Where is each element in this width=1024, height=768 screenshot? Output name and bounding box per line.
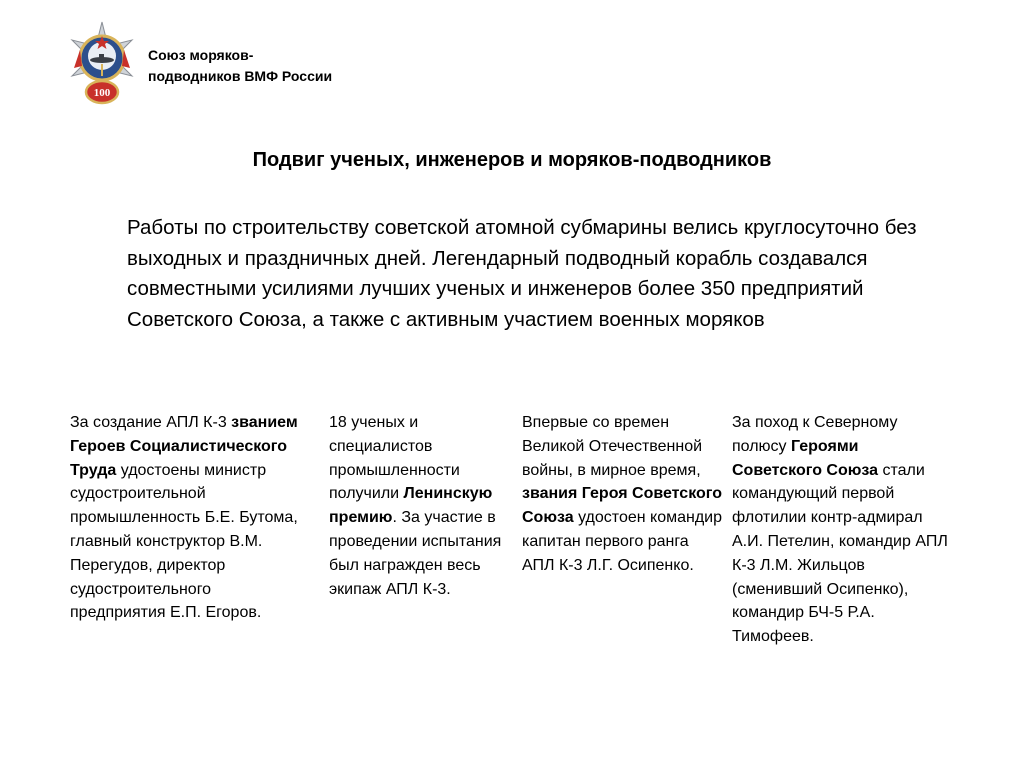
organization-name (148, 45, 388, 87)
award-column-3 (522, 411, 722, 578)
submariners-union-emblem-icon (70, 20, 134, 108)
column-text: Впервые со времен Великой Отечественной войны, в мирное время, (522, 414, 703, 479)
logo (70, 20, 134, 108)
column-text: стали командующий первой флотилии контр-адмирал А.И. Петелин, командир АПЛ К-3 Л.М. Жильцов (сменивший Осипенко), командир БЧ-5 Р.А. Тимофеев. (732, 461, 948, 646)
award-column-4 (732, 411, 952, 649)
award-column-1 (70, 411, 310, 625)
column-text: 18 ученых и специалистов промышленности получили (329, 414, 460, 503)
award-column-2 (329, 411, 509, 601)
logo-badge-text: 100 (93, 87, 111, 99)
org-name-line-2: подводников ВМФ России (148, 68, 333, 84)
column-award-bold: Героями Советского Союза (732, 437, 879, 479)
column-award-bold: звания Героя Советского Союза (522, 485, 722, 527)
column-text: За поход к Северному полюсу (732, 414, 898, 455)
column-award-bold: Ленинскую премию (329, 485, 493, 527)
intro-paragraph: Работы по строительству советской атомной субмарины велись круглосуточно без выходных и праздничных дней. Легендарный подводный корабль создавался совместными усилиями лучших ученых и инженеров более 350 предприятий Советского Союза, а также с активным участием военных моряков (127, 216, 917, 331)
column-text: За создание АПЛ К-3 (70, 414, 232, 431)
column-text: удостоены министр судостроительной промышленность Б.Е. Бутома, главный конструктор В.М. Перегудов, директор судостроительного предприятия Е.П. Егоров. (70, 461, 298, 622)
column-text: удостоен командир капитан первого ранга АПЛ К-3 Л.Г. Осипенко. (522, 509, 722, 574)
org-name-line-1: Союз моряков- (148, 47, 254, 63)
column-text: . За участие в проведении испытания был награжден весь экипаж АПЛ К-3. (329, 509, 502, 598)
column-award-bold: званием Героев Социалистического Труда (70, 414, 298, 479)
page-title: Подвиг ученых, инженеров и моряков-подводников (252, 149, 772, 171)
